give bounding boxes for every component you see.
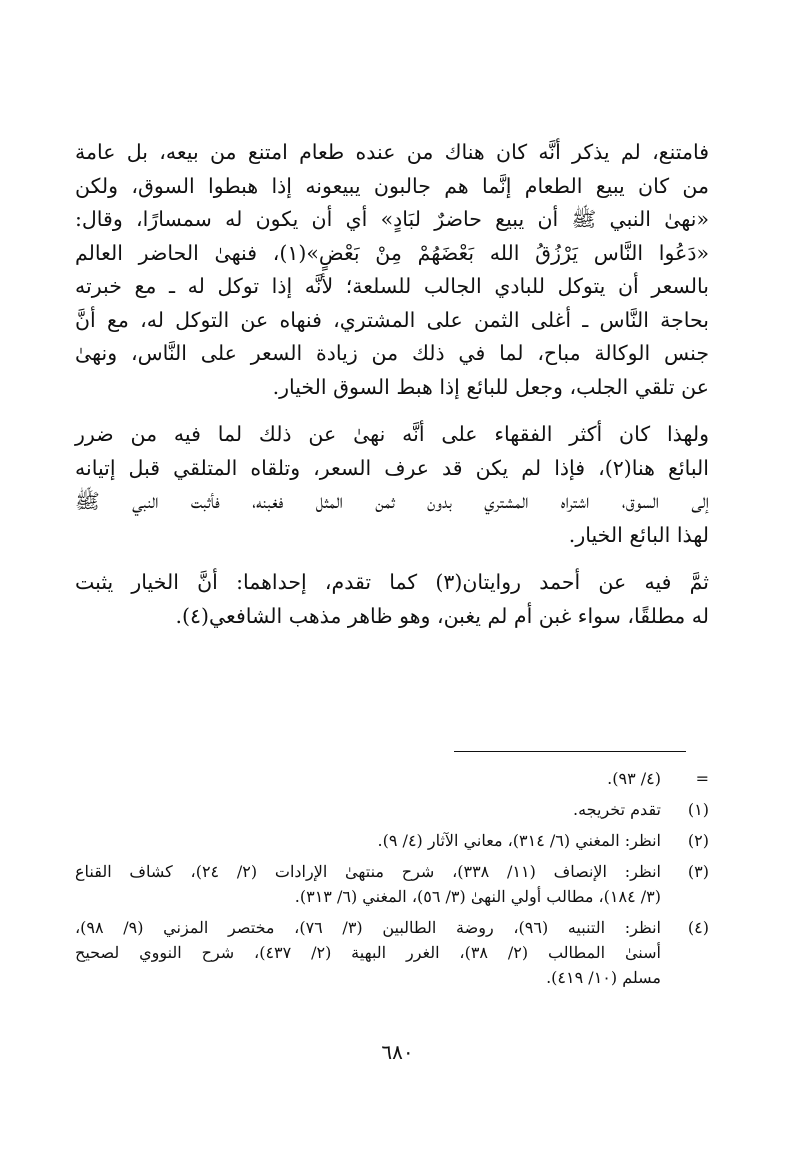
footnote-line: أسنىٰ المطالب (٢/ ٣٨)، الغرر البهية (٢/ ٤٣٧)، شرح النووي لصحيح [75, 943, 661, 962]
footnote-line: انظر: المغني (٦/ ٣١٤)، معاني الآثار (٤/ ٩). [377, 831, 661, 850]
footnotes [75, 766, 709, 996]
text-line: له مطلقًا، سواء غبن أم لم يغبن، وهو ظاهر مذهب الشافعي(٤). [175, 603, 709, 628]
text-line: فامتنع، لم يذكر أنَّه كان هناك من عنده طعام امتنع من بيعه، بل عامة [75, 140, 709, 164]
footnote-line: انظر: الإنصاف (١١/ ٣٣٨)، شرح منتهىٰ الإرادات (٢/ ٢٤)، كشاف القناع [75, 862, 661, 881]
text-line: من كان يبيع الطعام إنَّما هم جالبون يبيعونه إذا هبطوا السوق، ولكن [75, 173, 709, 198]
footnote-4 [75, 915, 709, 990]
text-line: «نهىٰ النبي ﷺ أن يبيع حاضرٌ لبَادٍ» أي أن يكون له سمسارًا، وقال: [75, 207, 709, 231]
footnote-line: تقدم تخريجه. [573, 800, 661, 819]
footnote-line: (٣/ ١٨٤)، مطالب أولي النهىٰ (٣/ ٥٦)، المغني (٦/ ٣١٣). [294, 887, 661, 906]
footnote-divider [454, 751, 686, 752]
footnote-continuation [75, 766, 709, 791]
footnote-line: انظر: التنبيه (٩٦)، روضة الطالبين (٣/ ٧٦)، مختصر المزني (٩/ ٩٨)، [75, 918, 661, 937]
footnote-line: (٤/ ٩٣). [607, 769, 661, 788]
text-line: بالسعر أن يتوكل للبادي الجالب للسلعة؛ لأنَّه إذا توكل له ـ مع خبرته [75, 274, 709, 298]
main-text [75, 136, 709, 647]
footnote-marker: (١) [687, 800, 709, 819]
text-line: إلى السوق، اشتراه المشتري بدون ثمن المثل فغبنه، فأثبت النبي ﷺ [75, 489, 709, 513]
paragraph-3 [75, 566, 709, 633]
paragraph-1 [75, 136, 709, 404]
text-line: لهذا البائع الخيار. [568, 522, 709, 547]
text-line: ثمَّ فيه عن أحمد روايتان(٣) كما تقدم، إحداهما: أنَّ الخيار يثبت [75, 570, 709, 594]
footnote-marker: (٢) [687, 831, 709, 850]
text-line: البائع هنا(٢)، فإذا لم يكن قد عرف السعر، وتلقاه المتلقي قبل إتيانه [75, 455, 709, 480]
footnote-2 [75, 828, 709, 853]
paragraph-2 [75, 418, 709, 552]
text-line: «دَعُوا النَّاس يَرْزُقُ الله بَعْضَهُمْ مِنْ بَعْضٍ»(١)، فنهىٰ الحاضر العالم [75, 240, 709, 265]
text-line: عن تلقي الجلب، وجعل للبائع إذا هبط السوق الخيار. [272, 374, 709, 399]
footnote-marker: (٣) [687, 862, 709, 881]
footnote-3 [75, 859, 709, 909]
text-line: بحاجة النَّاس ـ أغلى الثمن على المشتري، فنهاه عن التوكل له، مع أنَّ [75, 307, 709, 332]
footnote-marker: (٤) [687, 918, 709, 937]
page-number: ٦٨٠ [381, 1040, 414, 1064]
text-line: ولهذا كان أكثر الفقهاء على أنَّه نهىٰ عن ذلك لما فيه من ضرر [75, 422, 709, 446]
footnote-1 [75, 797, 709, 822]
text-line: جنس الوكالة مباح، لما في ذلك من زيادة السعر على النَّاس، ونهىٰ [75, 341, 709, 365]
footnote-marker: = [695, 769, 709, 788]
footnote-line: مسلم (١٠/ ٤١٩). [546, 968, 661, 987]
